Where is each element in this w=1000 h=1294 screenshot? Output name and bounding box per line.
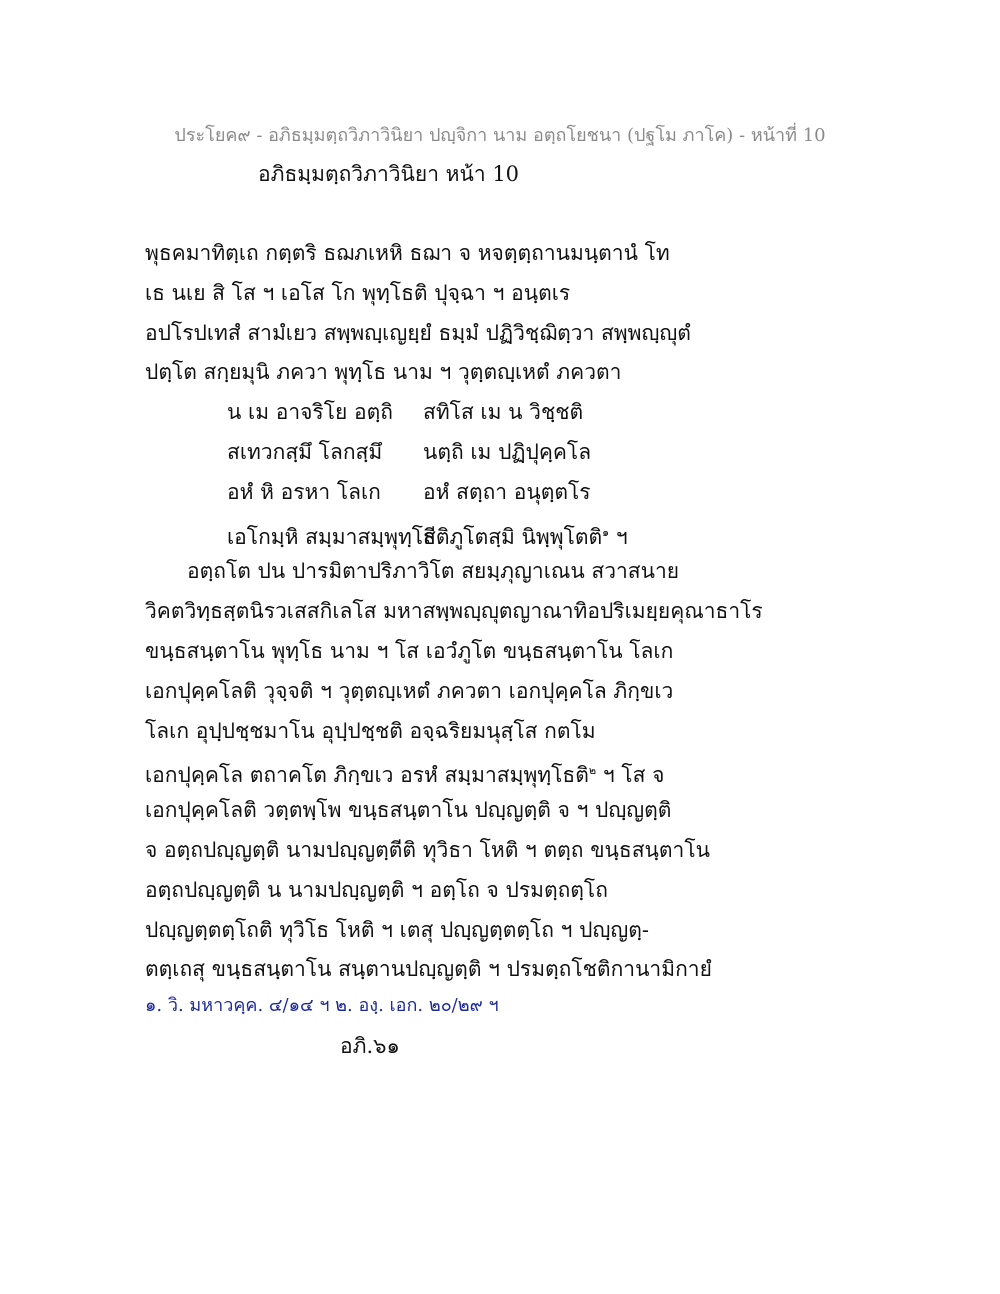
text-line: เอกปุคฺคโลติ วตฺตพฺโพ ขนฺธสนฺตาโน ปญฺญตฺติ จ ฯ ปญฺญตฺติ xyxy=(145,798,672,823)
verse-second-half: อหํ สตฺถา อนุตฺตโร xyxy=(423,479,591,504)
running-header: ประโยค๙ - อภิธมฺมตฺถวิภาวินิยา ปญฺจิกา นาม อตฺถโยชนา (ปฐโม ภาโค) - หน้าที่ 10 xyxy=(174,125,826,146)
text-line: วิคตวิทฺธสฺตนิรวเสสกิเลโส มหาสพฺพญฺญุตญาณาทิอปริเมยฺยคุณาธาโร xyxy=(145,599,763,624)
verse-line xyxy=(145,393,865,433)
text-line: ขนฺธสนฺตาโน พุทฺโธ นาม ฯ โส เอวํภูโต ขนฺธสนฺตาโน โลเก xyxy=(145,638,674,663)
text-line: ปตฺโต สกฺยมุนิ ภควา พุทฺโธ นาม ฯ วุตฺตญฺเหตํ ภควตา xyxy=(145,360,622,385)
text-line: เอกปุคฺคโลติ วุจฺจติ ฯ วุตฺตญฺเหตํ ภควตา เอกปุคฺคโล ภิกฺขเว xyxy=(145,678,674,703)
text-line: พุธคมาทิตฺเถ กตฺตริ ธฌภเหหิ ธฌา จ หจตฺตฺถานมนฺตานํ โท xyxy=(145,241,670,265)
body-text xyxy=(145,234,865,990)
verse-second-half: นตฺถิ เม ปฏิปุคฺคโล xyxy=(423,439,592,464)
text-line: อตฺถปญฺญตฺติ น นามปญฺญตฺติ ฯ อตฺโถ จ ปรมตฺถตฺโถ xyxy=(145,877,608,902)
text-line: ปญฺญตฺตตฺโถติ ทุวิโธ โหติ ฯ เตสุ ปญฺญตฺตตฺโถ ฯ ปญฺญตฺ- xyxy=(145,917,649,942)
footnote-marker: ๒ xyxy=(588,764,597,778)
text-line-tail: ฯ โส จ xyxy=(596,763,665,788)
text-line: เธ นเย สิ โส ฯ เอโส โก พุทฺโธติ ปุจฺฉา ฯ อนฺตเร xyxy=(145,280,571,305)
text-line: โลเก อุปฺปชฺชมาโน อุปฺปชฺชติ อจฺฉริยมนุสฺโส กตโม xyxy=(145,718,596,743)
text-line-indented: อตฺถโต ปน ปารมิตาปริภาวิโต สยมฺภุญาเณน สวาสนาย xyxy=(187,559,680,584)
verse-first-half: อหํ หิ อรหา โลเก xyxy=(227,479,381,504)
verse-line xyxy=(145,473,865,513)
footnote-marker: ๑ xyxy=(602,525,610,539)
text-line: ตตฺเถสุ ขนฺธสนฺตาโน สนฺตานปญฺญตฺติ ฯ ปรมตฺถโชติกานามิกายํ xyxy=(145,957,712,982)
page-code: อภิ.๖๑ xyxy=(340,1034,400,1058)
text-line: จ อตฺถปญฺญตฺติ นามปญฺญตฺตีติ ทุวิธา โหติ ฯ ตตฺถ ขนฺธสนฺตาโน xyxy=(145,837,710,862)
verse-end: ฯ xyxy=(609,524,628,549)
verse-first-half: เอโกมฺหิ สมฺมาสมฺพุทฺโธ xyxy=(227,524,436,549)
verse-first-half: สเทวกสฺมึ โลกสฺมึ xyxy=(227,439,383,464)
verse-second-half: สทิโส เม น วิชฺชติ xyxy=(423,400,584,425)
verse-line xyxy=(145,433,865,473)
text-line: อปโรปเทสํ สามํเยว สพฺพญฺเญยฺยํ ธมฺมํ ปฏิวิชฺฌิตฺวา สพฺพญฺญุตํ xyxy=(145,320,691,345)
verse-second-half: สีติภูโตสฺมิ นิพฺพุโตติ xyxy=(423,524,603,549)
verse-first-half: น เม อาจริโย อตฺถิ xyxy=(227,400,393,425)
footnotes: ๑. วิ. มหาวคฺค. ๔/๑๔ ฯ ๒. องฺ. เอก. ๒๐/๒๙ ฯ xyxy=(145,995,499,1016)
text-line xyxy=(145,751,865,791)
text-line-main: เอกปุคฺคโล ตถาคโต ภิกฺขเว อรหํ สมฺมาสมฺพุทฺโธติ xyxy=(145,763,589,788)
verse-line xyxy=(145,513,865,553)
page-title: อภิธมฺมตฺถวิภาวินิยา หน้า 10 xyxy=(258,162,520,186)
